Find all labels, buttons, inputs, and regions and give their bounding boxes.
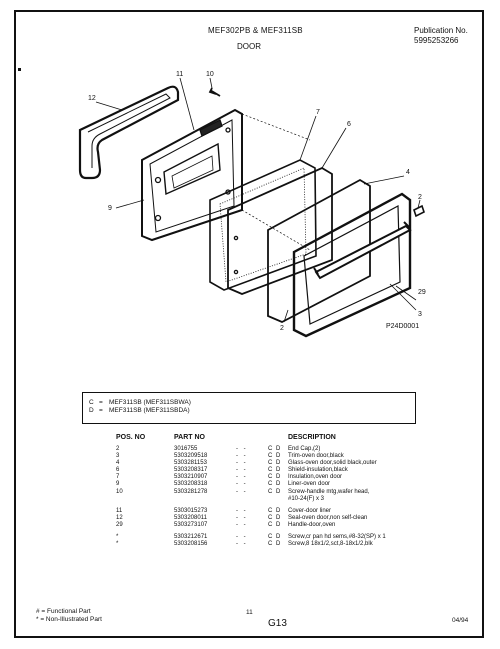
callout-10: 10 <box>206 71 214 78</box>
part-number-cell: 5303208156 <box>174 541 208 548</box>
pos-cell: 2 <box>116 446 120 452</box>
pos-cell: * <box>116 534 119 541</box>
description-cell: Trim-oven door,black <box>288 453 344 460</box>
flags-cell: - - <box>236 453 248 460</box>
door-handle-drawing <box>314 222 410 278</box>
pos-cell: 12 <box>116 514 123 521</box>
description-cell: Screw,cr pan hd sems,#8-32(SP) x 1 <box>288 534 386 541</box>
parts-row <box>116 446 438 453</box>
legend-row <box>89 407 415 415</box>
non-illustrated-part-note: * = Non-Illustrated Part <box>36 616 102 623</box>
pos-cell: 7 <box>116 474 120 481</box>
exploded-door-diagram <box>60 60 450 350</box>
parts-row <box>116 508 438 515</box>
flags-cell: - - <box>236 534 248 541</box>
callout-11: 11 <box>176 71 184 78</box>
flags-cell: - - <box>236 446 248 452</box>
insulation-drawing <box>210 160 316 290</box>
part-number-cell: 5303212671 <box>174 534 208 541</box>
figure-code: P24D0001 <box>386 323 420 330</box>
callout-9: 9 <box>108 205 112 212</box>
door-trim-drawing <box>294 194 410 336</box>
callout-4: 4 <box>406 169 410 176</box>
legend-equals: = <box>99 399 103 406</box>
page-number: 11 <box>246 609 253 616</box>
parts-row <box>116 460 438 467</box>
parts-group <box>116 446 438 503</box>
legend-text: MEF311SB (MEF311SBDA) <box>109 407 190 414</box>
margin-mark <box>18 68 21 71</box>
description-cell: Liner-oven door <box>288 481 331 488</box>
model-legend <box>82 392 416 424</box>
pos-cell: 10 <box>116 488 123 495</box>
part-number-cell: 5303208317 <box>174 467 208 474</box>
legend-row <box>89 399 415 407</box>
callout-6: 6 <box>347 121 351 128</box>
parts-row <box>116 534 438 541</box>
parts-row <box>116 515 438 522</box>
publication-label: Publication No. <box>414 26 468 35</box>
callout-12: 12 <box>88 95 96 102</box>
callout-2-top: 2 <box>418 194 422 201</box>
parts-group <box>116 534 438 548</box>
part-number-cell: 3016755 <box>174 446 198 452</box>
model-code-cell: C D <box>268 488 282 495</box>
callout-3: 3 <box>418 311 422 318</box>
description-cell: Insulation,oven door <box>288 474 343 481</box>
description-cell: Handle-door,oven <box>288 521 336 528</box>
part-number-cell: 5303015273 <box>174 507 208 514</box>
parts-row <box>116 453 438 460</box>
part-number-cell: 5303208011 <box>174 514 207 521</box>
legend-equals: = <box>99 407 103 414</box>
leader-lines <box>96 78 420 322</box>
part-number-cell: 5303210907 <box>174 474 208 481</box>
model-code-cell: C D <box>268 514 282 521</box>
pos-cell: 11 <box>116 507 123 514</box>
flags-cell: - - <box>236 521 248 528</box>
model-code-cell: C D <box>268 467 282 474</box>
door-liner-drawing <box>142 110 242 240</box>
flags-cell: - - <box>236 488 248 495</box>
screw-drawing <box>210 88 220 96</box>
flags-cell: - - <box>236 481 248 488</box>
model-code-cell: C D <box>268 534 282 541</box>
pos-cell: * <box>116 541 119 548</box>
description-cell: Screw,8 18x1/2,sct,8-18x1/2,blk <box>288 541 373 548</box>
parts-row <box>116 467 438 474</box>
pos-cell: 6 <box>116 467 120 474</box>
parts-list <box>116 446 438 548</box>
pos-cell: 29 <box>116 521 123 528</box>
callout-29: 29 <box>418 289 426 296</box>
parts-row <box>116 481 438 488</box>
callout-2-bottom: 2 <box>280 325 284 332</box>
pos-cell: 4 <box>116 460 120 467</box>
model-code-cell: C D <box>268 481 282 488</box>
model-code-cell: C D <box>268 521 282 528</box>
flags-cell: - - <box>236 507 248 514</box>
description-cell: #10-24(F) x 3 <box>288 495 325 502</box>
publication-block <box>414 26 468 46</box>
pos-cell: 3 <box>116 453 120 460</box>
part-number-cell: 5303281278 <box>174 488 208 495</box>
footer-legend <box>36 608 102 624</box>
model-code-cell <box>268 496 288 503</box>
flags-cell: - - <box>236 514 248 521</box>
description-cell: End Cap,(2) <box>288 446 321 452</box>
model-code-cell: C D <box>268 507 282 514</box>
door-glass-drawing <box>268 180 370 322</box>
description-cell: Screw-handle mtg,wafer head, <box>288 488 370 495</box>
parts-row <box>116 496 438 503</box>
description-cell: Glass-oven door,solid black,outer <box>288 460 377 467</box>
section-title: DOOR <box>237 42 261 51</box>
legend-key: D <box>89 407 94 414</box>
part-number-cell: 5303273107 <box>174 521 208 528</box>
model-code-cell: C D <box>268 453 282 460</box>
model-code-cell: C D <box>268 460 282 467</box>
page-code: G13 <box>268 618 287 629</box>
parts-row <box>116 541 438 548</box>
flags-cell <box>236 496 268 503</box>
flags-cell: - - <box>236 541 248 548</box>
model-numbers: MEF302PB & MEF311SB <box>208 26 303 35</box>
part-number-cell <box>174 496 236 503</box>
model-code-cell: C D <box>268 446 282 452</box>
description-cell: Shield-insulation,black <box>288 467 348 474</box>
legend-text: MEF311SB (MEF311SBWA) <box>109 399 191 406</box>
revision-date: 04/94 <box>452 617 469 624</box>
part-number-cell: 5303209518 <box>174 453 208 460</box>
parts-row <box>116 522 438 529</box>
flags-cell: - - <box>236 474 248 481</box>
description-cell: Seal-oven door,non self-clean <box>288 514 368 521</box>
pos-cell <box>116 496 174 503</box>
model-code-cell: C D <box>268 474 282 481</box>
column-header-part: PART NO <box>174 434 205 441</box>
callout-7: 7 <box>316 109 320 116</box>
functional-part-note: # = Functional Part <box>36 608 91 615</box>
parts-row <box>116 489 438 496</box>
flags-cell: - - <box>236 467 248 474</box>
part-number-cell: 5303281153 <box>174 460 207 467</box>
pos-cell: 9 <box>116 481 120 488</box>
column-header-description: DESCRIPTION <box>288 434 336 441</box>
parts-row <box>116 474 438 481</box>
legend-key: C <box>89 399 94 406</box>
parts-group <box>116 508 438 529</box>
end-cap-drawing <box>414 206 424 216</box>
description-cell: Cover-door liner <box>288 507 332 514</box>
part-number-cell: 5303208318 <box>174 481 208 488</box>
flags-cell: - - <box>236 460 248 467</box>
column-header-pos: POS. NO <box>116 434 146 441</box>
publication-number: 5995253266 <box>414 36 459 45</box>
model-code-cell: C D <box>268 541 282 548</box>
